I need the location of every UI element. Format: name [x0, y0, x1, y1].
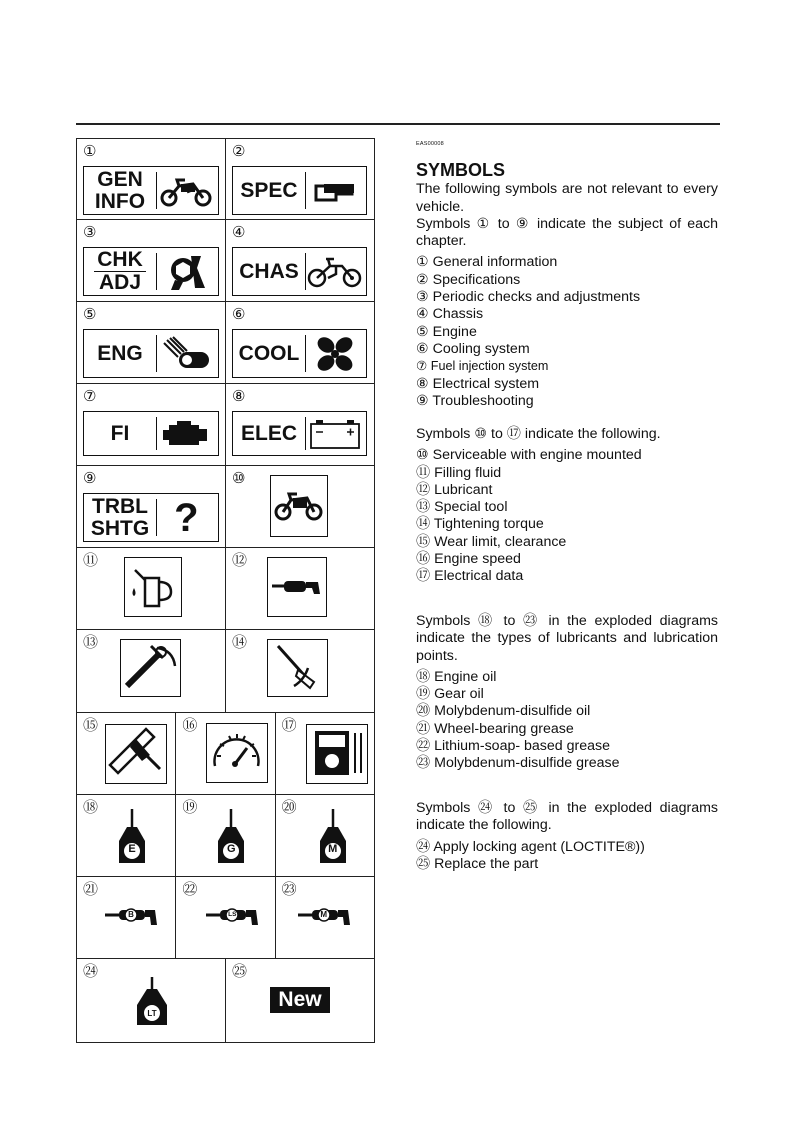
lubricant-list: [416, 669, 718, 773]
trbl-label: TRBL: [92, 494, 148, 518]
list-item: ⑩ Serviceable with engine mounted: [416, 447, 642, 464]
list-item: ⑯ Engine speed: [416, 551, 521, 568]
symbol-cell-12: [225, 548, 374, 629]
symbol-number: ㉓: [281, 881, 297, 898]
symbol-number: ⑦: [83, 388, 97, 405]
filling-fluid-symbol: [124, 557, 182, 617]
motorcycle-icon: [157, 174, 215, 208]
oil-bottle-icon: [115, 807, 149, 867]
symbol-number: ⑤: [83, 306, 97, 323]
motorcycle-icon: [271, 476, 326, 534]
question-icon: ?: [174, 495, 199, 540]
oil-bottle-icon: [214, 807, 248, 867]
spec-label: SPEC: [240, 178, 298, 202]
wrench-gauge-icon: [306, 174, 364, 208]
symbol-cell-3: [77, 220, 225, 301]
chas-symbol: [232, 247, 367, 296]
symbol-number: ⑰: [281, 717, 297, 734]
engine-block-icon: [157, 417, 215, 451]
top-rule: [76, 123, 720, 125]
adj-label: ADJ: [98, 271, 141, 294]
spec-symbol: [232, 166, 367, 215]
grease-gun-icon: [268, 558, 325, 614]
symbol-cell-23: [275, 877, 374, 958]
fi-symbol: [83, 411, 219, 456]
shtg-label: SHTG: [90, 516, 150, 540]
symbol-number: ⑯: [182, 717, 198, 734]
symbol-row: [76, 302, 375, 384]
symbols-grid: [76, 138, 375, 1043]
symbol-cell-13: [77, 630, 225, 712]
section-heading: SYMBOLS: [416, 160, 506, 181]
subject-list: [416, 254, 718, 410]
symbol-cell-7: [77, 384, 225, 465]
list-item: ① General information: [416, 254, 558, 271]
engine-speed-symbol: [206, 723, 268, 783]
fi-label: FI: [110, 421, 130, 445]
list-item: ㉕ Replace the part: [416, 855, 539, 872]
symbol-row: [76, 138, 375, 220]
engine-oil-letter: E: [128, 843, 136, 855]
elec-label: ELEC: [240, 421, 297, 445]
battery-icon: [306, 417, 364, 451]
wear-limit-symbol: [105, 724, 167, 784]
symbol-number: ㉑: [83, 881, 99, 898]
symbol-cell-2: [225, 139, 374, 219]
list-item: ④ Chassis: [416, 306, 484, 323]
symbol-number: ⑬: [83, 634, 99, 651]
symbols-24-25-paragraph: Symbols ㉔ to ㉕ in the exploded diagrams indicate the following.: [416, 800, 718, 834]
gear-oil-letter: G: [227, 843, 236, 855]
symbol-cell-21: [77, 877, 175, 958]
symbol-row: [76, 795, 375, 877]
symbols-10-17-paragraph: Symbols ⑩ to ⑰ indicate the following.: [416, 426, 661, 442]
list-item: ⑦ Fuel injection system: [416, 359, 549, 374]
intro-paragraph: The following symbols are not relevant to every vehicle.: [416, 181, 718, 215]
piston-icon: [157, 334, 215, 374]
list-item: ㉒ Lithium-soap- based grease: [416, 738, 610, 755]
list-item: ㉑ Wheel-bearing grease: [416, 720, 574, 737]
symbol-number: ④: [232, 224, 246, 241]
list-item: ② Specifications: [416, 271, 521, 288]
list-item: ⑫ Lubricant: [416, 481, 493, 498]
symbol-cell-4: [225, 220, 374, 301]
tightening-torque-symbol: [267, 639, 328, 697]
symbol-number: ⑲: [182, 799, 198, 816]
lubricant-symbol: [267, 557, 327, 617]
symbol-number: ⑫: [232, 552, 248, 569]
list-item: ⑧ Electrical system: [416, 375, 540, 392]
list-item: ⑱ Engine oil: [416, 668, 497, 685]
list-item: ㉔ Apply locking agent (LOCTITE®)): [416, 838, 645, 855]
symbol-cell-17: [275, 713, 374, 794]
engine-mounted-symbol: [270, 475, 328, 537]
list-item: ③ Periodic checks and adjustments: [416, 289, 641, 306]
symbol-cell-25: [225, 959, 374, 1042]
symbol-cell-8: [225, 384, 374, 465]
moly-oil-letter: M: [328, 843, 338, 855]
symbol-row: [76, 877, 375, 959]
list-item: ⑪ Filling fluid: [416, 464, 502, 481]
tachometer-icon: [207, 724, 266, 781]
cool-label: COOL: [238, 341, 300, 365]
special-tool-icon: [121, 640, 179, 694]
oil-can-icon: [125, 558, 180, 614]
wheel-bearing-letter: B: [128, 910, 134, 919]
chas-label: CHAS: [239, 259, 299, 283]
multimeter-icon: [307, 725, 366, 782]
symbol-cell-14: [225, 630, 374, 712]
chk-label: CHK: [94, 249, 146, 272]
symbols-text-column: [416, 136, 718, 410]
symbol-row: [76, 466, 375, 548]
oil-bottle-icon: [316, 807, 350, 867]
symbol-cell-5: [77, 302, 225, 383]
spanner-icon: [157, 252, 215, 292]
symbol-number: ⑭: [232, 634, 248, 651]
symbol-number: ㉒: [182, 881, 198, 898]
fan-icon: [306, 334, 364, 374]
symbol-cell-10: [225, 466, 374, 547]
symbol-number: ⑩: [232, 470, 246, 487]
eng-label: ENG: [97, 341, 143, 365]
part-list: [416, 839, 718, 874]
symbols-1-9-paragraph: Symbols ① to ⑨ indicate the subject of each chapter.: [416, 215, 718, 250]
elec-symbol: [232, 411, 367, 456]
gen-info-symbol: [83, 166, 219, 215]
symbol-cell-24: [77, 959, 225, 1042]
list-item: ⑨ Troubleshooting: [416, 392, 534, 409]
indicator-list: [416, 447, 718, 585]
document-code: EAS00008: [416, 141, 444, 147]
symbol-cell-16: [175, 713, 274, 794]
cool-symbol: [232, 329, 367, 378]
symbol-row: [76, 630, 375, 713]
lithium-grease-letter: LS: [228, 911, 237, 918]
list-item: ⑬ Special tool: [416, 499, 508, 516]
symbol-number: ⑱: [83, 799, 99, 816]
symbol-number: ⑥: [232, 306, 246, 323]
list-item: ⑥ Cooling system: [416, 340, 530, 357]
list-item: ⑳ Molybdenum-disulfide oil: [416, 703, 591, 720]
symbol-row: [76, 220, 375, 302]
list-item: ⑲ Gear oil: [416, 686, 484, 703]
torque-wrench-icon: [268, 640, 326, 694]
symbol-row: [76, 959, 375, 1043]
symbol-number: ⑳: [281, 799, 297, 816]
symbol-cell-6: [225, 302, 374, 383]
symbol-cell-22: [175, 877, 274, 958]
symbol-cell-18: [77, 795, 175, 876]
symbol-row: [76, 713, 375, 795]
list-item: ⑤ Engine: [416, 323, 477, 340]
list-item: ㉓ Molybdenum-disulfide grease: [416, 755, 620, 772]
symbol-number: ⑮: [83, 717, 99, 734]
new-part-icon: New: [270, 987, 330, 1013]
symbol-number: ㉔: [83, 963, 99, 980]
symbol-cell-15: [77, 713, 175, 794]
symbols-18-23-paragraph: Symbols ⑱ to ㉓ in the exploded diagrams indicate the types of lubricants and lubrication points.: [416, 613, 718, 664]
special-tool-symbol: [120, 639, 181, 697]
symbol-number: ⑪: [83, 552, 99, 569]
list-item: ⑭ Tightening torque: [416, 516, 544, 533]
symbol-cell-9: [77, 466, 225, 547]
locktite-letters: LT: [147, 1009, 157, 1018]
moly-grease-letter: M: [320, 910, 327, 919]
eng-symbol: [83, 329, 219, 378]
symbol-cell-1: [77, 139, 225, 219]
symbol-number: ㉕: [232, 963, 248, 980]
symbols-24-25-block: [416, 800, 718, 873]
info-label: INFO: [94, 189, 146, 213]
symbol-cell-19: [175, 795, 274, 876]
symbol-number: ⑨: [83, 470, 97, 487]
offroad-bike-icon: [306, 254, 364, 290]
symbol-number: ⑧: [232, 388, 246, 405]
symbol-number: ②: [232, 143, 246, 160]
symbol-cell-20: [275, 795, 374, 876]
gen-label: GEN: [97, 167, 143, 191]
symbol-cell-11: [77, 548, 225, 629]
caliper-icon: [106, 725, 165, 782]
chk-adj-symbol: [83, 247, 219, 296]
symbol-row: [76, 384, 375, 466]
trbl-shtg-symbol: [83, 493, 219, 542]
electrical-data-symbol: [306, 724, 368, 784]
symbols-10-17-block: [416, 426, 718, 586]
symbol-row: [76, 548, 375, 630]
symbol-number: ①: [83, 143, 97, 160]
symbol-number: ③: [83, 224, 97, 241]
list-item: ⑮ Wear limit, clearance: [416, 533, 567, 550]
symbols-18-23-block: [416, 613, 718, 773]
locktite-bottle-icon: [133, 975, 171, 1029]
list-item: ⑰ Electrical data: [416, 568, 524, 585]
